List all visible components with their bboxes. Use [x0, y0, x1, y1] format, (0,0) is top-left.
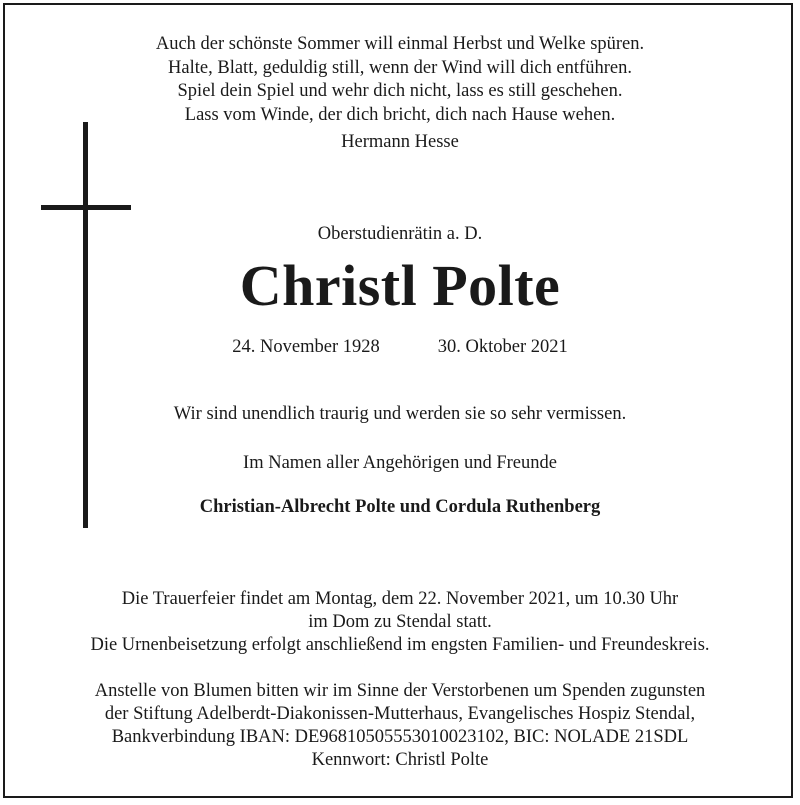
- birth-date: 24. November 1928: [232, 337, 380, 357]
- behalf-text: Im Namen aller Angehörigen und Freunde: [243, 453, 557, 473]
- sentiment-text: Wir sind unendlich traurig und werden sie so sehr vermissen.: [173, 404, 627, 424]
- deceased-title: Oberstudienrätin a. D.: [317, 224, 483, 244]
- donation-line: Kennwort: Christl Polte: [311, 750, 489, 770]
- deceased-name: Christl Polte: [239, 253, 561, 318]
- service-line: Die Urnenbeisetzung erfolgt anschließend im engsten Familien- und Freundeskreis.: [90, 635, 710, 655]
- poem-line: Lass vom Winde, der dich bricht, dich nach Hause wehen.: [184, 104, 616, 125]
- signers: Christian-Albrecht Polte und Cordula Ruthenberg: [199, 497, 601, 517]
- service-info: [0, 588, 800, 657]
- cross-horizontal-bar: [41, 205, 131, 210]
- poem: [0, 33, 800, 127]
- life-dates: [0, 336, 800, 359]
- donation-line: Bankverbindung IBAN: DE96810505553010023102, BIC: NOLADE 21SDL: [111, 727, 689, 747]
- poem-author: Hermann Hesse: [341, 132, 459, 152]
- death-date: 30. Oktober 2021: [437, 337, 568, 357]
- poem-line: Spiel dein Spiel und wehr dich nicht, lass es still geschehen.: [177, 81, 623, 101]
- donation-line: der Stiftung Adelberdt-Diakonissen-Mutterhaus, Evangelisches Hospiz Stendal,: [104, 704, 696, 724]
- donation-line: Anstelle von Blumen bitten wir im Sinne der Verstorbenen um Spenden zugunsten: [94, 681, 706, 701]
- service-line: Die Trauerfeier findet am Montag, dem 22. November 2021, um 10.30 Uhr: [121, 589, 679, 609]
- service-line: im Dom zu Stendal statt.: [308, 612, 492, 632]
- donation-info: [0, 680, 800, 772]
- poem-line: Auch der schönste Sommer will einmal Herbst und Welke spüren.: [155, 34, 645, 54]
- poem-line: Halte, Blatt, geduldig still, wenn der Wind will dich entführen.: [168, 57, 632, 78]
